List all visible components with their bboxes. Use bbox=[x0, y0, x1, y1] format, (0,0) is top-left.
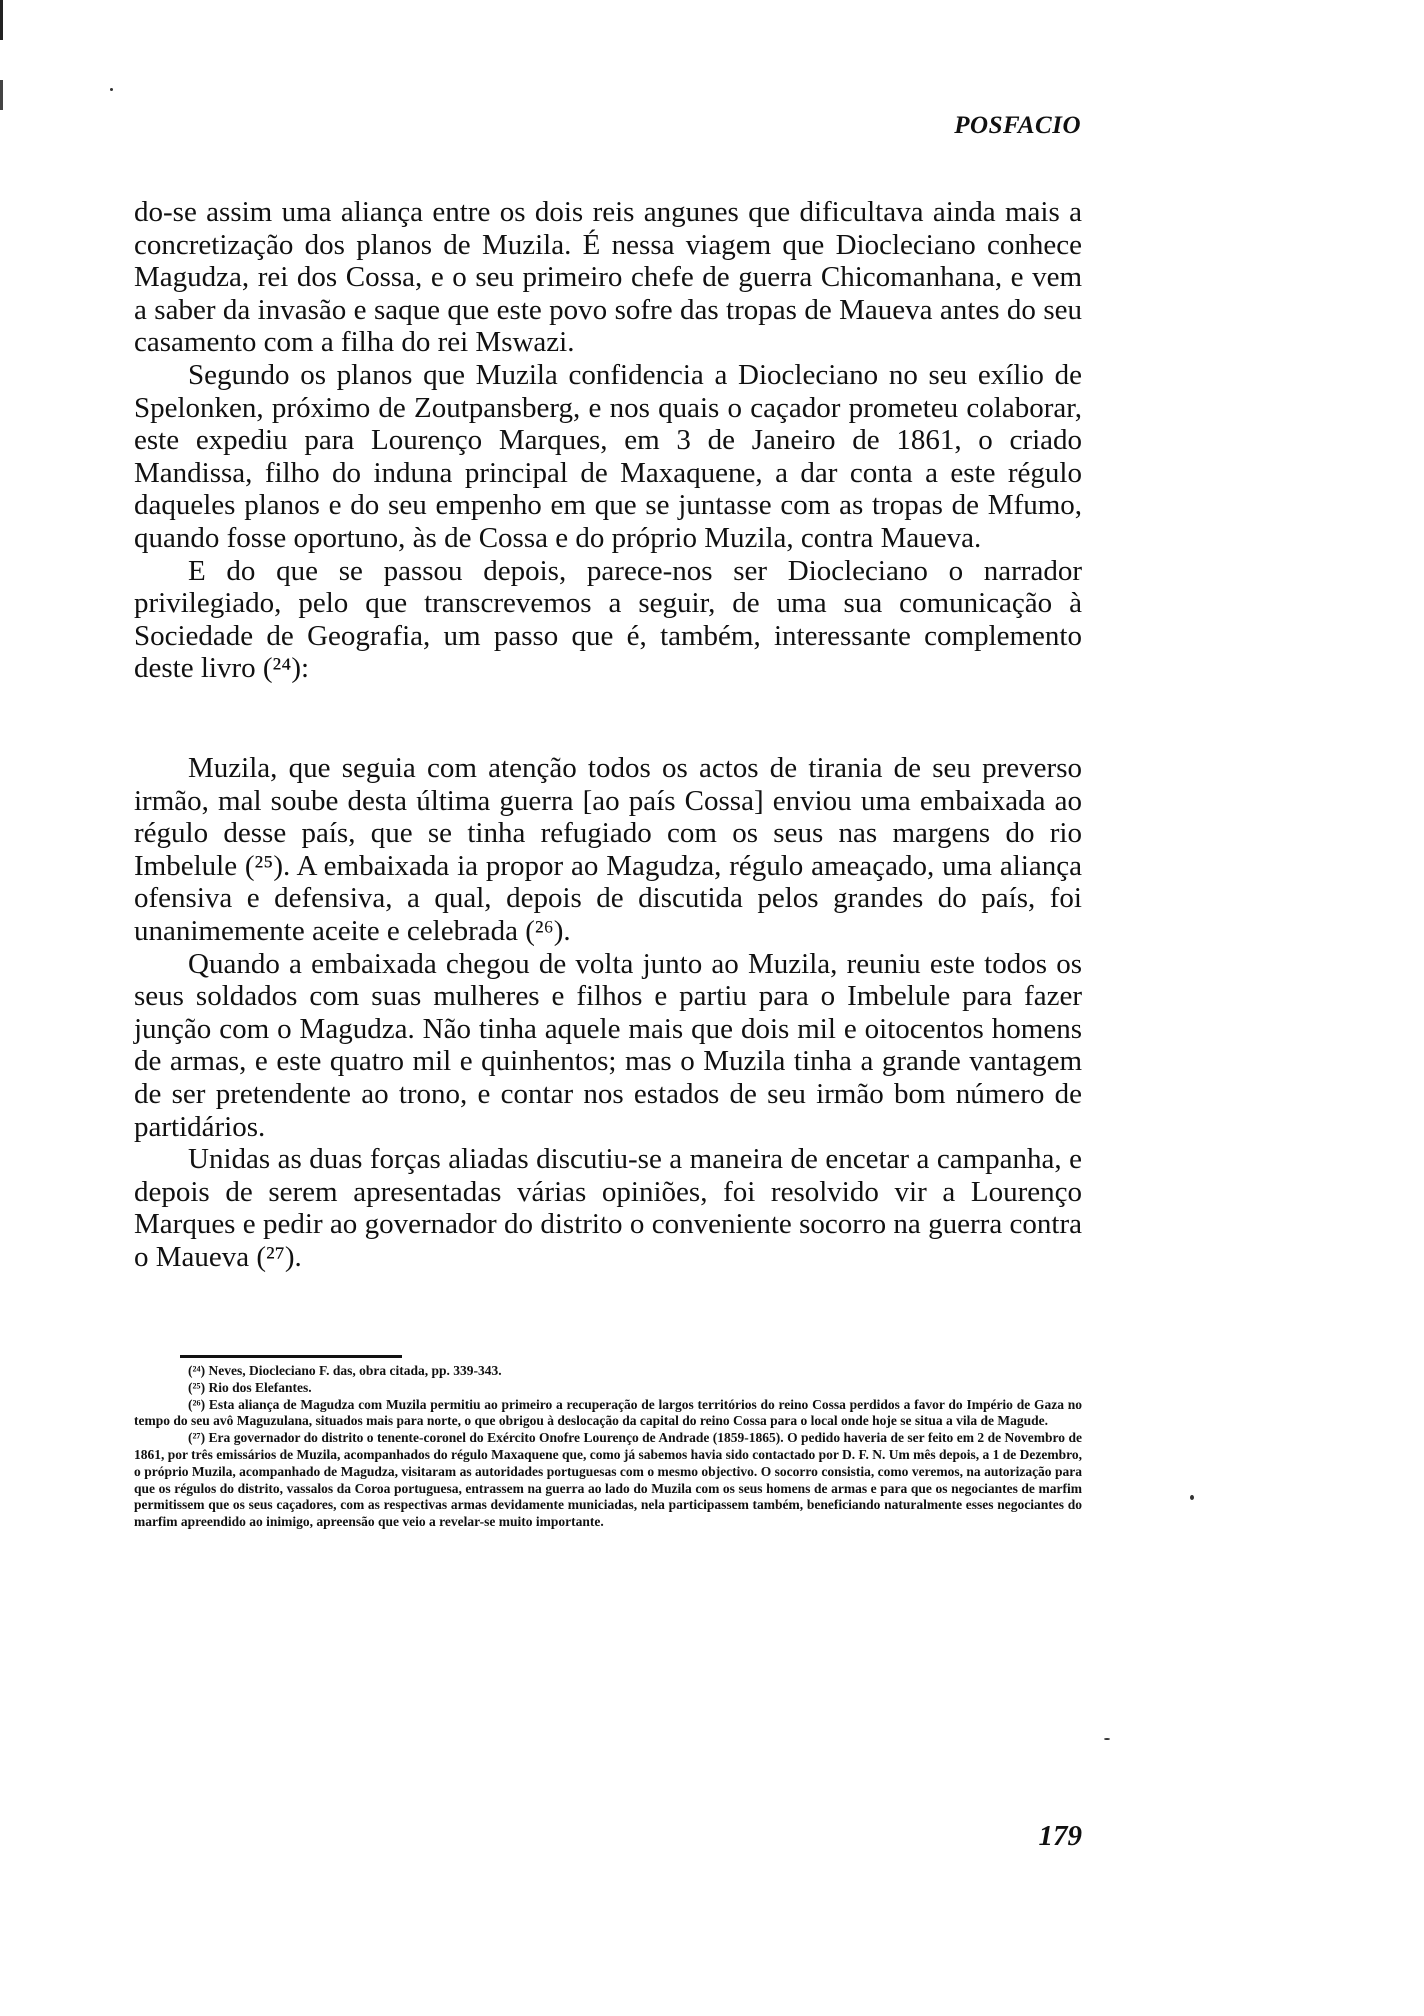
quote-paragraph: Unidas as duas forças aliadas discutiu-se a maneira de encetar a campanha, e depois de serem apresentadas várias opiniões, foi resolvido vir a Lourenço Marques e pedir ao governador do distrito o conveniente socorro na guerra contra o Maueva (²⁷). bbox=[134, 1143, 1082, 1273]
footnote: (²⁶) Esta aliança de Magudza com Muzila permitiu ao primeiro a recuperação de largos territórios do reino Cossa perdidos a favor do Império de Gaza no tempo do seu avô Maguzulana, situados mais para norte, o que obrigou à deslocação da capital do reino Cossa para o local onde hoje se situa a vila de Magude. bbox=[134, 1396, 1082, 1429]
footnotes bbox=[134, 1363, 1082, 1531]
page-number: 179 bbox=[1038, 1820, 1082, 1852]
running-head: POSFACIO bbox=[954, 112, 1081, 139]
footnote-rule bbox=[180, 1355, 402, 1358]
body-text bbox=[134, 196, 1082, 685]
scan-speck bbox=[1104, 1738, 1110, 1740]
quote-paragraph: Muzila, que seguia com atenção todos os actos de tirania de seu preverso irmão, mal soube desta última guerra [ao país Cossa] enviou uma embaixada ao régulo desse país, que se tinha refugiado com os seus nas margens do rio Imbelule (²⁵). A embaixada ia propor ao Magudza, régulo ameaçado, uma aliança ofensiva e defensiva, a qual, depois de discutida pelos grandes do país, foi unanimemente aceite e celebrada (²⁶). bbox=[134, 752, 1082, 947]
footnote: (²⁷) Era governador do distrito o tenente-coronel do Exército Onofre Lourenço de Andrade (1859-1865). O pedido haveria de ser feito em 2 de Novembro de 1861, por três emissários de Muzila, acompanhados do régulo Maxaquene que, como já sabemos havia sido contactado por D. F. N. Um mês depois, a 1 de Dezembro, o próprio Muzila, acompanhado de Magudza, visitaram as autoridades portuguesas com o mesmo objectivo. O socorro consistia, como veremos, na autorização para que os régulos do distrito, vassalos da Coroa portuguesa, entrassem na guerra ao lado do Muzila com os seus homens de armas e para que os negociantes de marfim permitissem que os seus caçadores, com as respectivas armas devidamente municiadas, nela participassem também, beneficiando naturalmente esses negociantes do marfim apreendido ao inimigo, apreensão que veio a revelar-se muito importante. bbox=[134, 1430, 1082, 1530]
body-paragraph: E do que se passou depois, parece-nos ser Diocleciano o narrador privilegiado, pelo que transcrevemos a seguir, de uma sua comunicação à Sociedade de Geografia, um passo que é, também, interessante complemento deste livro (²⁴): bbox=[134, 554, 1082, 685]
body-paragraph: Segundo os planos que Muzila confidencia a Diocleciano no seu exílio de Spelonken, próximo de Zoutpansberg, e nos quais o caçador prometeu colaborar, este expediu para Lourenço Marques, em 3 de Janeiro de 1861, o criado Mandissa, filho do induna principal de Maxaquene, a dar conta a este régulo daqueles planos e do seu empenho em que se juntasse com as tropas de Mfumo, quando fosse oportuno, às de Cossa e do próprio Muzila, contra Maueva. bbox=[134, 358, 1082, 554]
footnote: (²⁴) Neves, Diocleciano F. das, obra citada, pp. 339-343. bbox=[188, 1363, 502, 1378]
body-paragraph: do-se assim uma aliança entre os dois reis angunes que dificultava ainda mais a concretização dos planos de Muzila. É nessa viagem que Diocleciano conhece Magudza, rei dos Cossa, e o seu primeiro chefe de guerra Chicomanhana, e vem a saber da invasão e saque que este povo sofre das tropas de Maueva antes do seu casamento com a filha do rei Mswazi. bbox=[134, 196, 1082, 359]
quote-paragraph: Quando a embaixada chegou de volta junto ao Muzila, reuniu este todos os seus soldados com suas mulheres e filhos e partiu para o Imbelule para fazer junção com o Magudza. Não tinha aquele mais que dois mil e oitocentos homens de armas, e este quatro mil e quinhentos; mas o Muzila tinha a grande vantagem de ser pretendente ao trono, e contar nos estados de seu irmão bom número de partidários. bbox=[134, 947, 1082, 1143]
scan-speck bbox=[110, 88, 113, 91]
scan-speck bbox=[1190, 1495, 1194, 1500]
quoted-passage bbox=[134, 752, 1082, 1274]
footnote: (²⁵) Rio dos Elefantes. bbox=[188, 1379, 312, 1395]
